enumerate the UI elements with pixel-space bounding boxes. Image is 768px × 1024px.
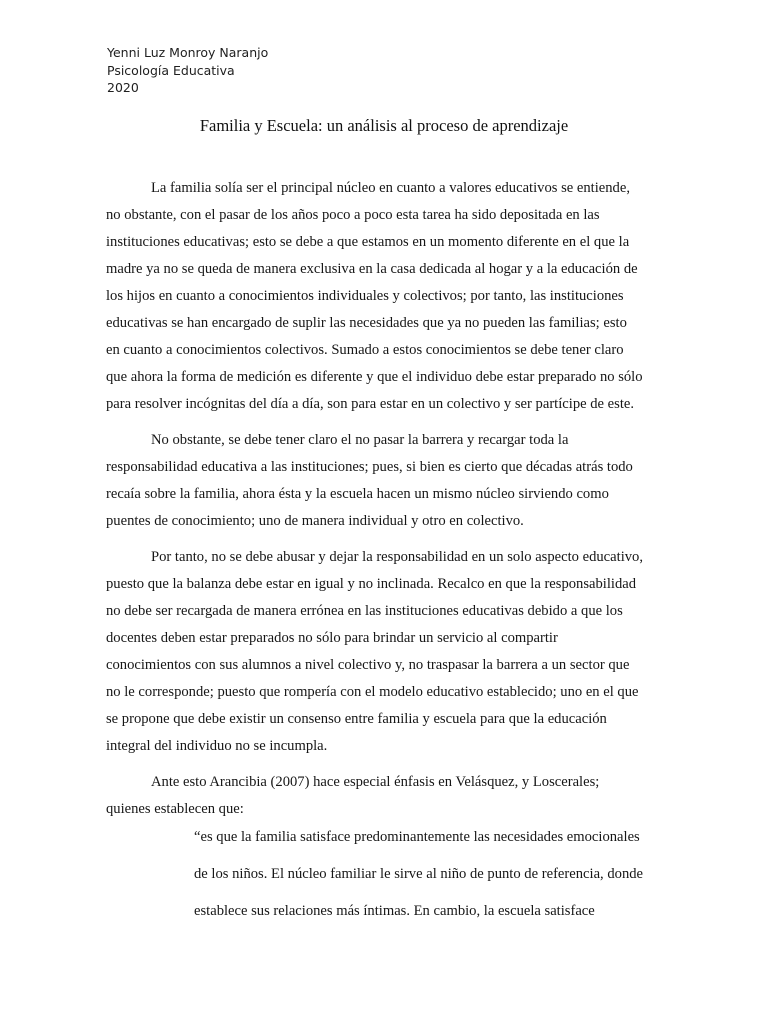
author-name: Yenni Luz Monroy Naranjo [107,45,269,60]
subject-name: Psicología Educativa [107,62,235,78]
paragraph-3-line-8: integral del individuo no se incumpla. [106,738,328,754]
document-year: 2020 [107,80,139,95]
paragraph-1-line-5: los hijos en cuanto a conocimientos individuales y colectivos; por tanto, las instituciones [106,288,624,304]
paragraph-3-line-2: puesto que la balanza debe estar en igual y no inclinada. Recalco en que la responsabilidad [106,576,637,592]
paragraph-1-line-2: no obstante, con el pasar de los años poco a poco esta tarea ha sido depositada en las [106,207,600,223]
paragraph-1-line-7: en cuanto a conocimientos colectivos. Sumado a estos conocimientos se debe tener claro [106,342,624,358]
paragraph-3-line-6: no le corresponde; puesto que rompería con el modelo educativo establecido; uno en el que [106,684,639,700]
paragraph-2-line-4: puentes de conocimiento; uno de manera individual y otro en colectivo. [106,513,524,529]
paragraph-3-line-7: se propone que debe existir un consenso entre familia y escuela para que la educación [106,711,607,727]
quote-line-3: establece sus relaciones más íntimas. En cambio, la escuela satisface [194,903,595,919]
document-header [107,44,268,97]
paragraph-1-line-1: La familia solía ser el principal núcleo en cuanto a valores educativos se entiende, [151,180,630,196]
quote-line-2: de los niños. El núcleo familiar le sirve al niño de punto de referencia, donde [194,866,644,882]
paragraph-3-line-1: Por tanto, no se debe abusar y dejar la responsabilidad en un solo aspecto educativo, [151,549,643,565]
paragraph-3-line-4: docentes deben estar preparados no sólo para brindar un servicio al compartir [106,630,558,646]
paragraph-4-line-1: Ante esto Arancibia (2007) hace especial énfasis en Velásquez, y Loscerales; [151,774,600,790]
paragraph-1-line-6: educativas se han encargado de suplir las necesidades que ya no pueden las familias; esto [106,315,627,331]
paragraph-3-line-5: conocimientos con sus alumnos a nivel colectivo y, no traspasar la barrera a un sector que [106,657,630,673]
paragraph-1-line-4: madre ya no se queda de manera exclusiva en la casa dedicada al hogar y a la educación de [106,261,638,277]
quote-line-1: “es que la familia satisface predominantemente las necesidades emocionales [194,829,640,845]
paragraph-1-line-3: instituciones educativas; esto se debe a que estamos en un momento diferente en el que la [106,234,630,250]
paragraph-2-line-1: No obstante, se debe tener claro el no pasar la barrera y recargar toda la [151,432,569,448]
paragraph-2-line-3: recaía sobre la familia, ahora ésta y la escuela hacen un mismo núcleo sirviendo como [106,486,609,502]
paragraph-2-line-2: responsabilidad educativa a las instituciones; pues, si bien es cierto que décadas atrás todo [106,459,633,475]
paragraph-3-line-3: no debe ser recargada de manera errónea en las instituciones educativas debido a que los [106,603,623,619]
paragraph-1-line-9: para resolver incógnitas del día a día, son para estar en un colectivo y ser partícipe de este. [106,396,634,412]
document-title: Familia y Escuela: un análisis al proceso de aprendizaje [199,116,569,135]
paragraph-1-line-8: que ahora la forma de medición es diferente y que el individuo debe estar preparado no sólo [106,369,643,385]
paragraph-4-line-2: quienes establecen que: [106,801,244,817]
